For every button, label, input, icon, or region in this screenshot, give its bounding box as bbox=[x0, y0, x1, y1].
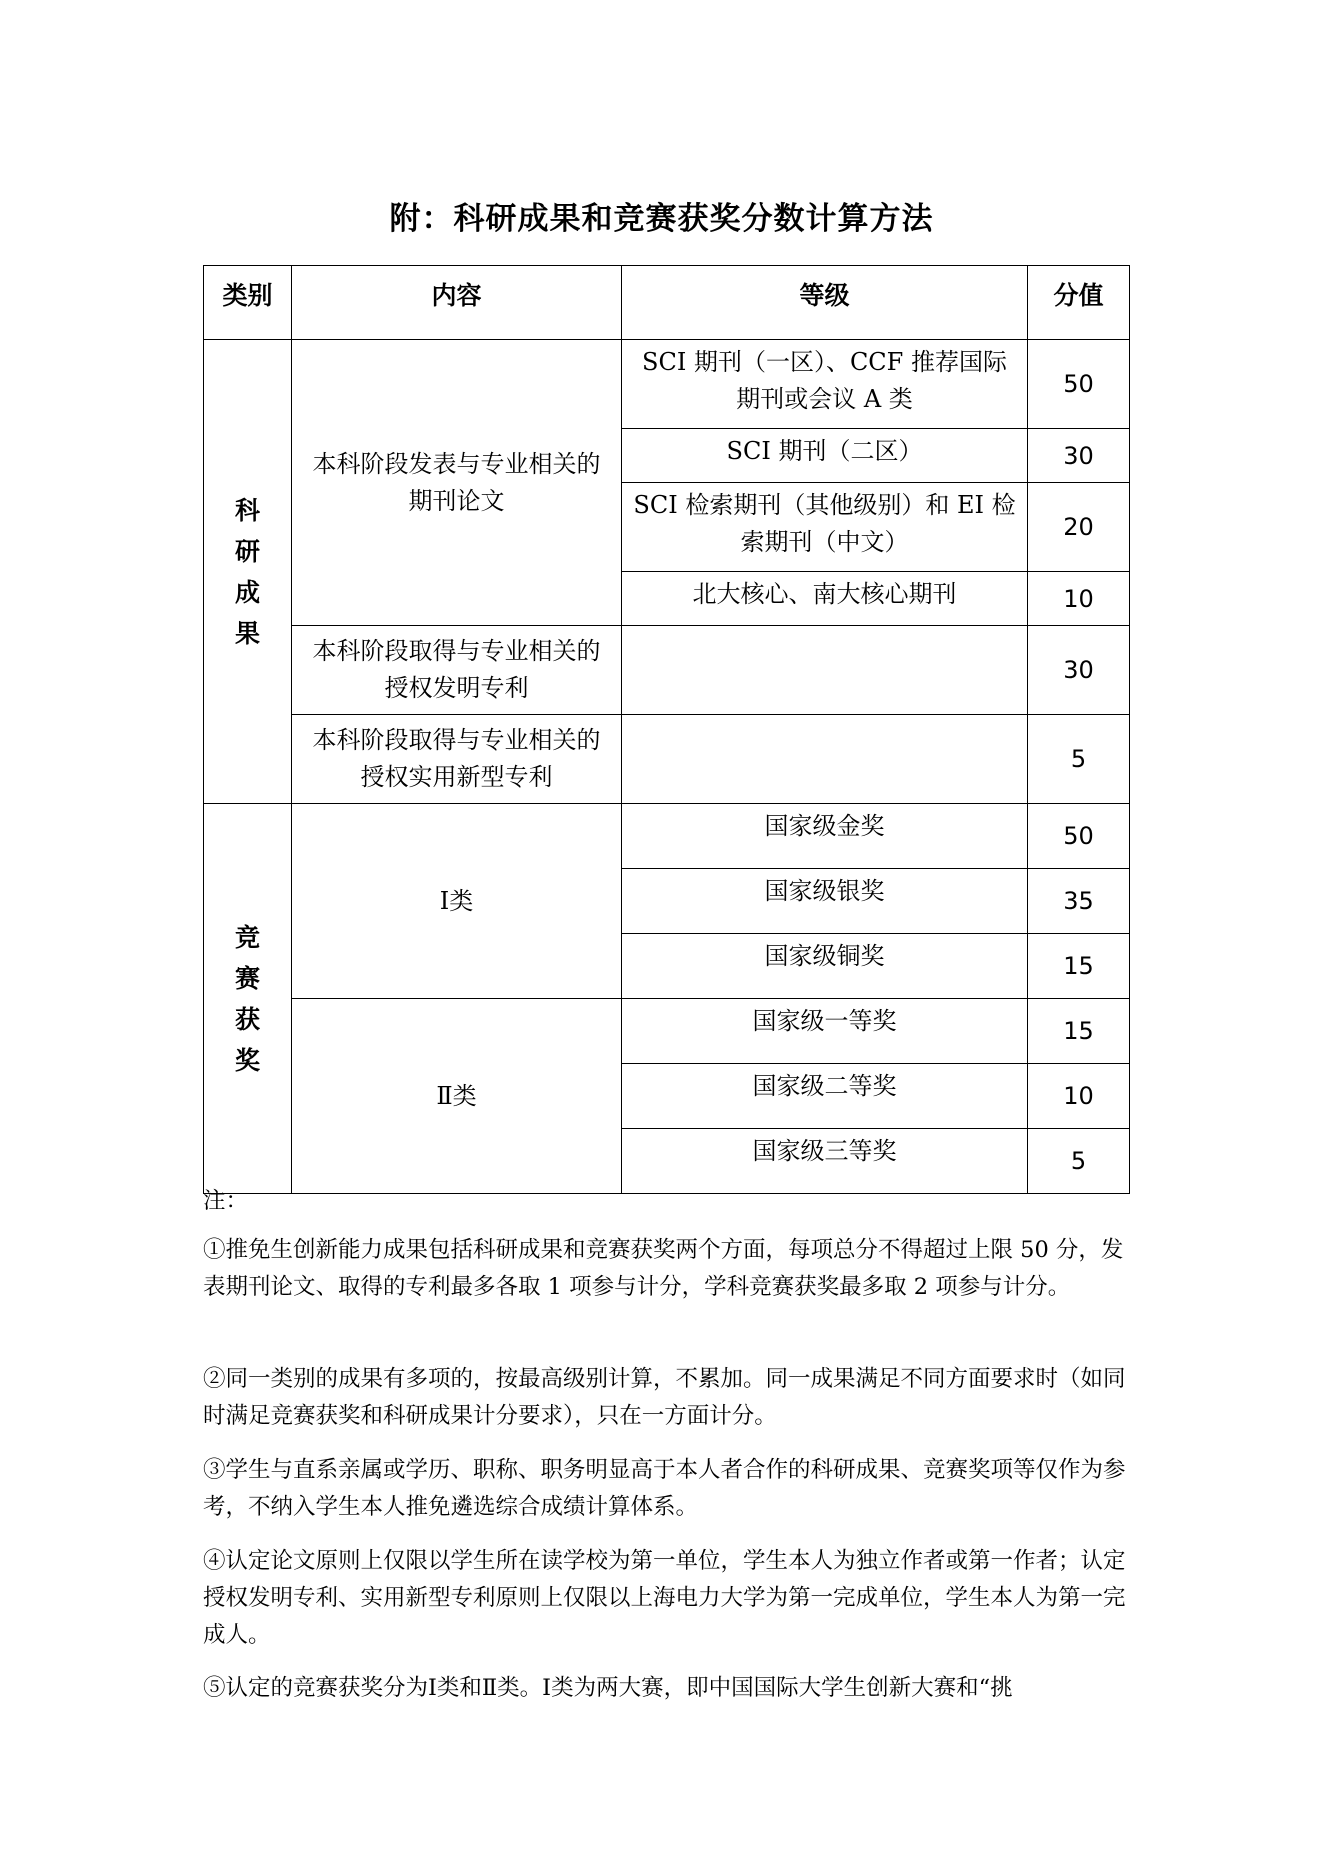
grade-cell: 国家级三等奖 bbox=[622, 1129, 1028, 1194]
grade-cell bbox=[622, 626, 1028, 715]
score-cell: 35 bbox=[1028, 869, 1130, 934]
score-cell: 20 bbox=[1028, 483, 1130, 572]
grade-cell: 北大核心、南大核心期刊 bbox=[622, 572, 1028, 626]
grade-cell: 国家级金奖 bbox=[622, 804, 1028, 869]
utility-patent-content: 本科阶段取得与专业相关的授权实用新型专利 bbox=[292, 715, 622, 804]
table-row bbox=[204, 626, 1130, 715]
class2-label: Ⅱ类 bbox=[292, 999, 622, 1194]
score-cell: 50 bbox=[1028, 804, 1130, 869]
score-cell: 15 bbox=[1028, 934, 1130, 999]
class1-label: Ⅰ类 bbox=[292, 804, 622, 999]
note-item: ⑤认定的竞赛获奖分为Ⅰ类和Ⅱ类。Ⅰ类为两大赛，即中国国际大学生创新大赛和“挑 bbox=[203, 1675, 1013, 1701]
note-item: ①推免生创新能力成果包括科研成果和竞赛获奖两个方面，每项总分不得超过上限 50 分，发表期刊论文、取得的专利最多各取 1 项参与计分，学科竞赛获奖最多取 2 项参与计分。 bbox=[203, 1237, 1124, 1300]
header-category: 类别 bbox=[204, 266, 292, 340]
grade-cell bbox=[622, 715, 1028, 804]
score-table bbox=[203, 265, 1130, 1194]
header-score: 分值 bbox=[1028, 266, 1130, 340]
score-cell: 50 bbox=[1028, 340, 1130, 429]
table-header-row bbox=[204, 266, 1130, 340]
note-item: ②同一类别的成果有多项的，按最高级别计算，不累加。同一成果满足不同方面要求时（如同时满足竞赛获奖和科研成果计分要求），只在一方面计分。 bbox=[203, 1366, 1126, 1429]
notes-label: 注： bbox=[203, 1188, 249, 1214]
score-cell: 15 bbox=[1028, 999, 1130, 1064]
grade-cell: SCI 期刊（二区） bbox=[622, 429, 1028, 483]
score-cell: 5 bbox=[1028, 1129, 1130, 1194]
note-item: ③学生与直系亲属或学历、职称、职务明显高于本人者合作的科研成果、竞赛奖项等仅作为参考，不纳入学生本人推免遴选综合成绩计算体系。 bbox=[203, 1457, 1126, 1520]
score-cell: 30 bbox=[1028, 429, 1130, 483]
score-cell: 5 bbox=[1028, 715, 1130, 804]
header-content: 内容 bbox=[292, 266, 622, 340]
table-row bbox=[204, 999, 1130, 1064]
score-cell: 30 bbox=[1028, 626, 1130, 715]
table-row bbox=[204, 715, 1130, 804]
invention-patent-content: 本科阶段取得与专业相关的授权发明专利 bbox=[292, 626, 622, 715]
page-title: 附：科研成果和竞赛获奖分数计算方法 bbox=[389, 201, 934, 237]
grade-cell: SCI 检索期刊（其他级别）和 EI 检索期刊（中文） bbox=[622, 483, 1028, 572]
score-cell: 10 bbox=[1028, 1064, 1130, 1129]
grade-cell: 国家级二等奖 bbox=[622, 1064, 1028, 1129]
category-research: 科 研 成 果 bbox=[204, 340, 292, 804]
paper-content: 本科阶段发表与专业相关的期刊论文 bbox=[292, 340, 622, 626]
grade-cell: SCI 期刊（一区）、CCF 推荐国际期刊或会议 A 类 bbox=[622, 340, 1028, 429]
grade-cell: 国家级银奖 bbox=[622, 869, 1028, 934]
score-cell: 10 bbox=[1028, 572, 1130, 626]
category-competition: 竞 赛 获 奖 bbox=[204, 804, 292, 1194]
table-row bbox=[204, 804, 1130, 869]
grade-cell: 国家级一等奖 bbox=[622, 999, 1028, 1064]
header-grade: 等级 bbox=[622, 266, 1028, 340]
note-item: ④认定论文原则上仅限以学生所在读学校为第一单位，学生本人为独立作者或第一作者；认定授权发明专利、实用新型专利原则上仅限以上海电力大学为第一完成单位，学生本人为第一完成人。 bbox=[203, 1548, 1126, 1648]
table-row bbox=[204, 340, 1130, 429]
grade-cell: 国家级铜奖 bbox=[622, 934, 1028, 999]
